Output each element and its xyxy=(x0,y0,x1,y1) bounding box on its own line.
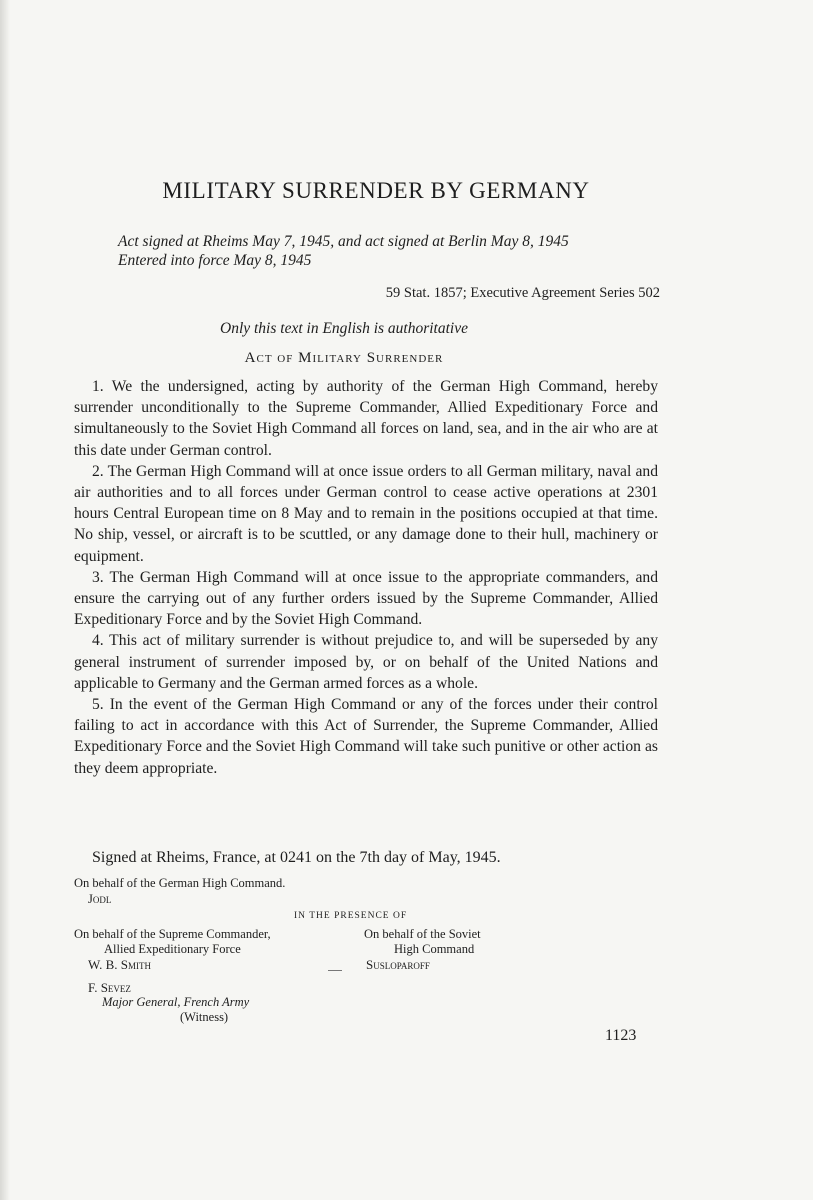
soviet-command-block xyxy=(364,927,584,972)
act-heading: Act of Military Surrender xyxy=(244,350,444,366)
paragraph-5: 5. In the event of the German High Command or any of the forces under their control failing to act in accordance with this Act of Surrender, the Supreme Commander, Allied Expeditionary Force and the Soviet High Command will take such punitive or other action as they deem appropriate. xyxy=(74,696,658,777)
paragraph-4: 4. This act of military surrender is without prejudice to, and will be superseded by any general instrument of surrender imposed by, or on behalf of the United Nations and applicable to Germany and the German armed forces as a whole. xyxy=(74,632,658,692)
entry-into-force: Entered into force May 8, 1945 xyxy=(118,252,312,269)
french-title: Major General, French Army xyxy=(102,995,250,1009)
document-title: MILITARY SURRENDER BY GERMANY xyxy=(162,178,590,203)
act-body xyxy=(74,376,658,779)
paragraph-3: 3. The German High Command will at once issue to the appropriate commanders, and ensure the carrying out of any further orders issued by the Supreme Commander, Allied Expeditionary Force and by the Soviet High Command. xyxy=(74,568,658,629)
supreme-commander-block xyxy=(74,927,324,972)
paragraph-1: 1. We the undersigned, acting by authority of the German High Command, hereby surrender unconditionally to the Supreme Commander, Allied Expeditionary Force and simultaneously to the Soviet High Command all forces on land, sea, and in the air who are at this date under German control. xyxy=(74,378,658,459)
statute-reference: 59 Stat. 1857; Executive Agreement Series 502 xyxy=(385,285,660,301)
french-signatory: F. Sevez xyxy=(88,980,131,995)
soviet-signatory: Susloparoff xyxy=(366,957,430,972)
witness-label: (Witness) xyxy=(180,1010,229,1024)
page-edge xyxy=(0,0,10,1200)
supreme-signatory: W. B. Smith xyxy=(88,957,151,972)
supreme-behalf-line-1: On behalf of the Supreme Commander, xyxy=(74,927,271,941)
signing-info xyxy=(118,232,658,270)
signing-dates: Act signed at Rheims May 7, 1945, and act signed at Berlin May 8, 1945 xyxy=(118,233,569,250)
german-behalf: On behalf of the German High Command. xyxy=(74,876,286,890)
witness-block xyxy=(88,980,388,1025)
separator-mark xyxy=(328,970,342,971)
german-signatory: Jodl xyxy=(88,892,112,906)
page-number: 1123 xyxy=(605,1027,637,1044)
soviet-behalf-line-1: On behalf of the Soviet xyxy=(364,927,481,941)
paragraph-2: 2. The German High Command will at once issue orders to all German military, naval and air authorities and to all forces under German control to cease active operations at 2301 hours Central European time on 8 May and to remain in the positions occupied at that time. No ship, vessel, or aircraft is to be scuttled, or any damage done to their hull, machinery or equipment. xyxy=(74,462,658,565)
soviet-behalf-line-2: High Command xyxy=(394,942,475,956)
authoritative-note: Only this text in English is authoritative xyxy=(220,320,468,337)
presence-label: IN THE PRESENCE OF xyxy=(294,911,408,921)
supreme-behalf-line-2: Allied Expeditionary Force xyxy=(104,942,241,956)
signed-statement: Signed at Rheims, France, at 0241 on the 7th day of May, 1945. xyxy=(92,849,501,866)
